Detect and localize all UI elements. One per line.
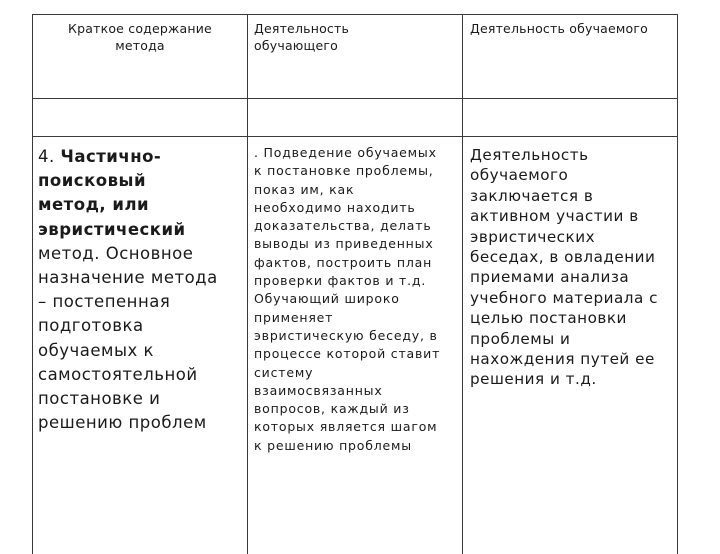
learner-activity-line: нахождения путей ее: [470, 350, 655, 369]
column-divider-1: [247, 14, 248, 554]
teacher-activity-line: эвристическую беседу, в: [254, 327, 438, 343]
row-divider: [32, 136, 678, 137]
header-cell-teacher: [254, 20, 459, 54]
teacher-activity-line: к постановке проблемы,: [254, 163, 434, 179]
table-border-right: [677, 14, 678, 554]
teacher-activity-line: показ им, как: [254, 181, 355, 197]
method-description-line: назначение метода: [38, 268, 218, 288]
table-border-top: [32, 14, 678, 15]
learner-activity-line: учебного материала с: [470, 288, 658, 307]
header-summary-line: Краткое содержание: [68, 21, 212, 36]
teacher-activity-line: взаимосвязанных: [254, 382, 383, 398]
learner-activity-line: приемами анализа: [470, 268, 630, 287]
method-name-bold: Частично-: [60, 147, 162, 166]
teacher-activity-line: которых является шагом: [254, 419, 438, 435]
teacher-activity-line: вопросов, каждый из: [254, 401, 410, 417]
header-summary-line: метода: [115, 38, 165, 53]
teacher-activity-line: необходимо находить: [254, 199, 416, 215]
header-divider: [32, 98, 678, 99]
learner-activity-line: активном участии в: [470, 207, 639, 226]
method-number: 4.: [38, 147, 55, 166]
teacher-activity-line: . Подведение обучаемых: [254, 145, 437, 160]
learner-activity-line: Деятельность: [470, 146, 589, 164]
method-name-bold: поисковый: [38, 171, 147, 191]
header-learner-line: Деятельность обучаемого: [470, 21, 649, 36]
method-description-line: – постепенная: [38, 292, 171, 312]
header-cell-learner: [470, 20, 676, 37]
teacher-activity-line: проверки фактов и т.д.: [254, 273, 427, 289]
learner-activity-line: решения и т.д.: [470, 370, 597, 389]
teacher-activity-line: систему: [254, 364, 314, 380]
learner-activity-line: беседах, в овладении: [470, 248, 656, 267]
header-teacher-line: Деятельность: [254, 21, 350, 36]
teacher-activity-line: выводы из приведенных: [254, 236, 434, 252]
teacher-activity-line: Обучающий широко: [254, 291, 400, 307]
method-name-bold: метод, или: [38, 195, 150, 215]
header-cell-summary: [33, 20, 247, 54]
method-summary-cell: [38, 145, 246, 435]
teacher-activity-line: фактов, построить план: [254, 254, 433, 270]
method-description-line: подготовка: [38, 316, 144, 336]
teacher-activity-line: доказательства, делать: [254, 218, 432, 234]
teacher-activity-line: к решению проблемы: [254, 437, 412, 453]
method-description-line: самостоятельной: [38, 364, 198, 384]
method-description-line: метод. Основное: [38, 243, 194, 263]
teacher-activity-line: процессе которой ставит: [254, 346, 441, 362]
method-description-line: постановке и: [38, 389, 161, 409]
method-title-line: [38, 145, 246, 169]
header-teacher-line: обучающего: [254, 38, 339, 53]
table-border-left: [32, 14, 33, 554]
teacher-activity-cell: [254, 144, 461, 455]
method-name-bold: эвристический: [38, 219, 186, 239]
method-description-line: решению проблем: [38, 413, 207, 433]
learner-activity-line: обучаемого: [470, 166, 569, 185]
learner-activity-cell: [470, 145, 676, 390]
learner-activity-line: заключается в: [470, 186, 594, 205]
method-description-line: обучаемых к: [38, 340, 154, 360]
column-divider-2: [462, 14, 463, 554]
teacher-activity-line: применяет: [254, 309, 334, 325]
learner-activity-line: эвристических: [470, 227, 596, 246]
methods-table: [32, 14, 678, 554]
learner-activity-line: целью постановки: [470, 309, 627, 328]
learner-activity-line: проблемы и: [470, 329, 571, 348]
